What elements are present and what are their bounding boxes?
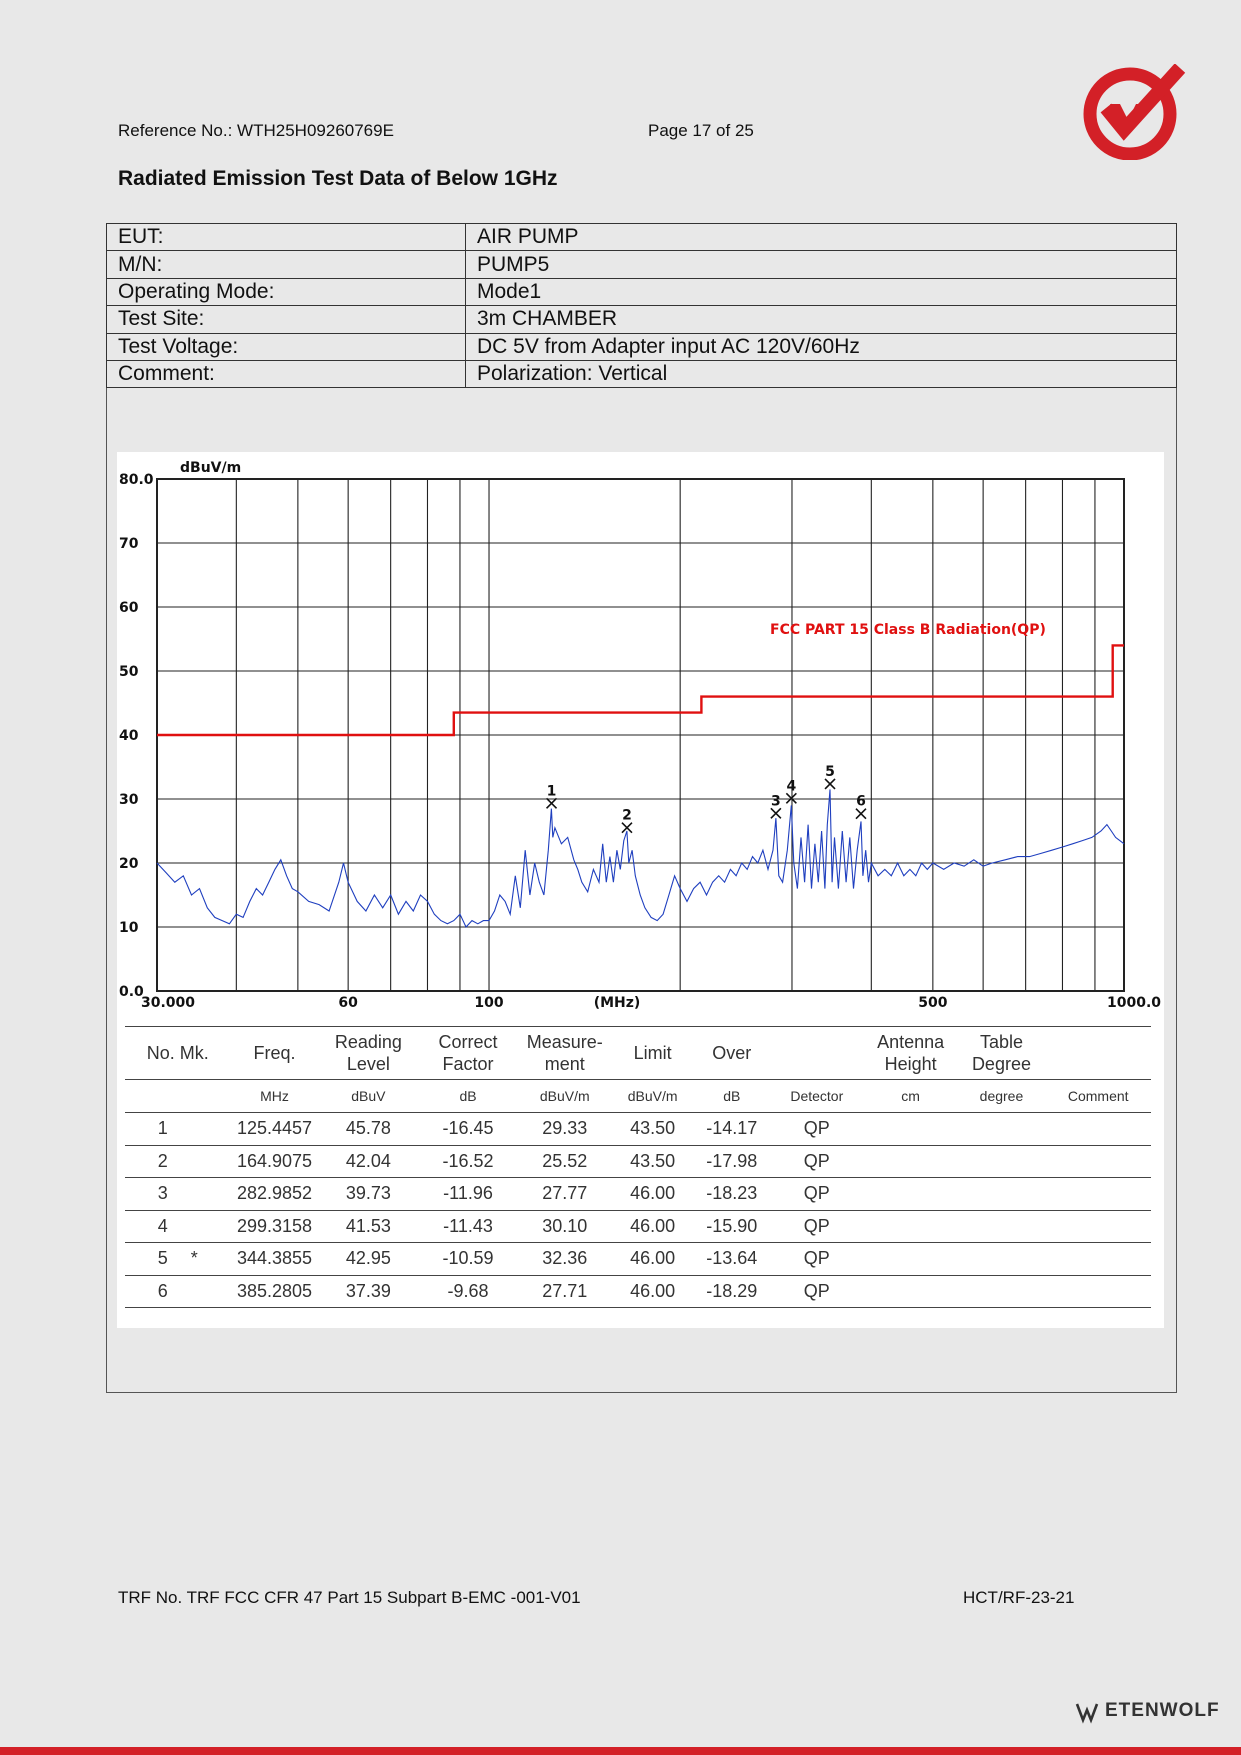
- cell-empty: [958, 1113, 1046, 1146]
- cell-empty: [958, 1275, 1046, 1308]
- table-row: [125, 1275, 1151, 1308]
- test-info-table: [106, 223, 1177, 388]
- cell-no: 2: [157, 1150, 168, 1171]
- table-row: [125, 1113, 1151, 1146]
- cell-no-mk: [125, 1113, 231, 1146]
- cell-reading: 42.95: [319, 1243, 419, 1276]
- cell-over: -18.29: [694, 1275, 770, 1308]
- column-header: [770, 1027, 864, 1080]
- peak-marker-label: 4: [786, 778, 797, 795]
- peak-marker-label: 6: [856, 793, 866, 810]
- cell-freq: 344.3855: [231, 1243, 319, 1276]
- info-key: Test Voltage:: [107, 333, 466, 360]
- chart-panel: [117, 452, 1164, 1328]
- cell-over: -13.64: [694, 1243, 770, 1276]
- info-row: [107, 278, 1177, 305]
- info-key: Operating Mode:: [107, 278, 466, 305]
- info-row: [107, 333, 1177, 360]
- trf-number: TRF No. TRF FCC CFR 47 Part 15 Subpart B-EMC -001-V01: [118, 1588, 581, 1607]
- info-value: DC 5V from Adapter input AC 120V/60Hz: [466, 333, 1177, 360]
- y-tick-label: 70: [119, 536, 139, 552]
- y-tick-label: 10: [119, 920, 139, 936]
- cell-no: 4: [157, 1215, 168, 1236]
- cell-no: 5: [157, 1248, 168, 1269]
- x-tick-label: 500: [918, 995, 948, 1011]
- column-unit: dBuV: [319, 1080, 419, 1113]
- column-unit: MHz: [231, 1080, 319, 1113]
- cell-no-mk: [125, 1145, 231, 1178]
- info-row: [107, 306, 1177, 333]
- cell-over: -15.90: [694, 1210, 770, 1243]
- cell-freq: 385.2805: [231, 1275, 319, 1308]
- column-header: No. Mk.: [125, 1027, 231, 1080]
- peak-marker-label: 1: [546, 783, 557, 800]
- column-header: Over: [694, 1027, 770, 1080]
- column-unit: dB: [694, 1080, 770, 1113]
- cell-empty: [1045, 1243, 1151, 1276]
- column-header: Measure- ment: [518, 1027, 612, 1080]
- info-key: Test Site:: [107, 306, 466, 333]
- cell-no-mk: [125, 1275, 231, 1308]
- cell-empty: [1045, 1178, 1151, 1211]
- info-key: Comment:: [107, 360, 466, 387]
- x-tick-label: 30.000: [141, 995, 196, 1011]
- cell-no-mk: [125, 1243, 231, 1276]
- cell-measure: 27.71: [518, 1275, 612, 1308]
- y-tick-label: 0.0: [119, 984, 144, 1000]
- cell-freq: 125.4457: [231, 1113, 319, 1146]
- info-row: [107, 224, 1177, 251]
- cell-measure: 32.36: [518, 1243, 612, 1276]
- cell-empty: [864, 1275, 958, 1308]
- cell-limit: 46.00: [612, 1210, 694, 1243]
- cell-limit: 46.00: [612, 1275, 694, 1308]
- document-code: HCT/RF-23-21: [963, 1588, 1075, 1607]
- peak-marker-label: 5: [825, 763, 835, 780]
- cell-over: -14.17: [694, 1113, 770, 1146]
- info-value: AIR PUMP: [466, 224, 1177, 251]
- table-row: [125, 1145, 1151, 1178]
- cell-factor: -11.96: [418, 1178, 518, 1211]
- cell-freq: 299.3158: [231, 1210, 319, 1243]
- table-row: [125, 1210, 1151, 1243]
- cell-over: -18.23: [694, 1178, 770, 1211]
- peak-marker: [547, 798, 557, 808]
- table-header-row: [125, 1027, 1151, 1080]
- cell-freq: 164.9075: [231, 1145, 319, 1178]
- page-title: Radiated Emission Test Data of Below 1GHz: [118, 167, 558, 190]
- cell-over: -17.98: [694, 1145, 770, 1178]
- info-key: EUT:: [107, 224, 466, 251]
- x-tick-label: 1000.0: [1106, 995, 1162, 1011]
- info-row: [107, 360, 1177, 387]
- cell-factor: -11.43: [418, 1210, 518, 1243]
- cell-reading: 45.78: [319, 1113, 419, 1146]
- column-unit: dB: [418, 1080, 518, 1113]
- cell-empty: [864, 1210, 958, 1243]
- info-value: 3m CHAMBER: [466, 306, 1177, 333]
- cell-factor: -10.59: [418, 1243, 518, 1276]
- cell-empty: [958, 1145, 1046, 1178]
- reference-number: Reference No.: WTH25H09260769E: [118, 121, 394, 140]
- cell-empty: [864, 1243, 958, 1276]
- column-header: Correct Factor: [418, 1027, 518, 1080]
- info-key: M/N:: [107, 251, 466, 278]
- column-header: Antenna Height: [864, 1027, 958, 1080]
- cell-reading: 37.39: [319, 1275, 419, 1308]
- peak-marker-label: 3: [771, 793, 781, 810]
- cell-empty: [1045, 1210, 1151, 1243]
- column-unit: dBuV/m: [612, 1080, 694, 1113]
- peak-marker: [786, 793, 796, 803]
- cell-reading: 42.04: [319, 1145, 419, 1178]
- emission-data-table: [125, 1026, 1151, 1308]
- x-tick-label: 60: [338, 995, 358, 1011]
- cell-empty: [958, 1210, 1046, 1243]
- table-row: [125, 1178, 1151, 1211]
- cell-measure: 30.10: [518, 1210, 612, 1243]
- x-axis-label: (MHz): [593, 995, 641, 1011]
- cell-detector: QP: [770, 1275, 864, 1308]
- emission-chart: [117, 452, 1164, 1012]
- cell-limit: 43.50: [612, 1145, 694, 1178]
- cell-limit: 46.00: [612, 1178, 694, 1211]
- column-header: [1045, 1027, 1151, 1080]
- y-axis-unit-label: dBuV/m: [180, 460, 242, 476]
- cell-empty: [864, 1145, 958, 1178]
- info-value: PUMP5: [466, 251, 1177, 278]
- cell-empty: [958, 1243, 1046, 1276]
- etenwolf-logo-icon: [1075, 1700, 1099, 1724]
- emission-trace: [157, 789, 1124, 927]
- cell-empty: [958, 1178, 1046, 1211]
- column-unit: Detector: [770, 1080, 864, 1113]
- peak-marker: [825, 779, 835, 789]
- column-unit: [125, 1080, 231, 1113]
- cell-detector: QP: [770, 1210, 864, 1243]
- cell-detector: QP: [770, 1243, 864, 1276]
- column-unit: degree: [958, 1080, 1046, 1113]
- cell-no: 3: [157, 1183, 168, 1204]
- cell-limit: 43.50: [612, 1113, 694, 1146]
- cell-empty: [1045, 1275, 1151, 1308]
- cell-reading: 39.73: [319, 1178, 419, 1211]
- cell-limit: 46.00: [612, 1243, 694, 1276]
- cell-empty: [1045, 1113, 1151, 1146]
- cell-no: 1: [157, 1118, 168, 1139]
- footer-bar: [0, 1747, 1241, 1755]
- cell-empty: [1045, 1145, 1151, 1178]
- cell-empty: [864, 1113, 958, 1146]
- y-tick-label: 40: [119, 728, 139, 744]
- cell-detector: QP: [770, 1178, 864, 1211]
- cell-reading: 41.53: [319, 1210, 419, 1243]
- info-value: Mode1: [466, 278, 1177, 305]
- peak-marker-label: 2: [622, 807, 632, 824]
- limit-line: [157, 645, 1124, 735]
- waltek-logo-icon: [1080, 64, 1188, 160]
- cell-factor: -9.68: [418, 1275, 518, 1308]
- column-unit: Comment: [1045, 1080, 1151, 1113]
- x-tick-label: 100: [474, 995, 504, 1011]
- column-header: Limit: [612, 1027, 694, 1080]
- y-tick-label: 60: [119, 600, 139, 616]
- cell-measure: 29.33: [518, 1113, 612, 1146]
- y-tick-label: 30: [119, 792, 139, 808]
- cell-factor: -16.52: [418, 1145, 518, 1178]
- y-tick-label: 50: [119, 664, 139, 680]
- table-row: [125, 1243, 1151, 1276]
- y-tick-label: 20: [119, 856, 139, 872]
- cell-detector: QP: [770, 1145, 864, 1178]
- page-number: Page 17 of 25: [648, 121, 754, 140]
- cell-freq: 282.9852: [231, 1178, 319, 1211]
- cell-factor: -16.45: [418, 1113, 518, 1146]
- peak-marker: [771, 808, 781, 818]
- column-header: Table Degree: [958, 1027, 1046, 1080]
- column-unit: cm: [864, 1080, 958, 1113]
- table-units-row: [125, 1080, 1151, 1113]
- cell-detector: QP: [770, 1113, 864, 1146]
- cell-measure: 27.77: [518, 1178, 612, 1211]
- brand-name: ETENWOLF: [1105, 1700, 1220, 1721]
- cell-no-mk: [125, 1210, 231, 1243]
- peak-marker: [856, 809, 866, 819]
- cell-measure: 25.52: [518, 1145, 612, 1178]
- column-header: Freq.: [231, 1027, 319, 1080]
- cell-mark: *: [190, 1248, 198, 1269]
- cell-no: 6: [157, 1280, 168, 1301]
- cell-no-mk: [125, 1178, 231, 1211]
- cell-empty: [864, 1178, 958, 1211]
- info-value: Polarization: Vertical: [466, 360, 1177, 387]
- info-row: [107, 251, 1177, 278]
- column-header: Reading Level: [319, 1027, 419, 1080]
- column-unit: dBuV/m: [518, 1080, 612, 1113]
- y-tick-label: 80.0: [119, 472, 154, 488]
- limit-line-label: FCC PART 15 Class B Radiation(QP): [770, 622, 1046, 638]
